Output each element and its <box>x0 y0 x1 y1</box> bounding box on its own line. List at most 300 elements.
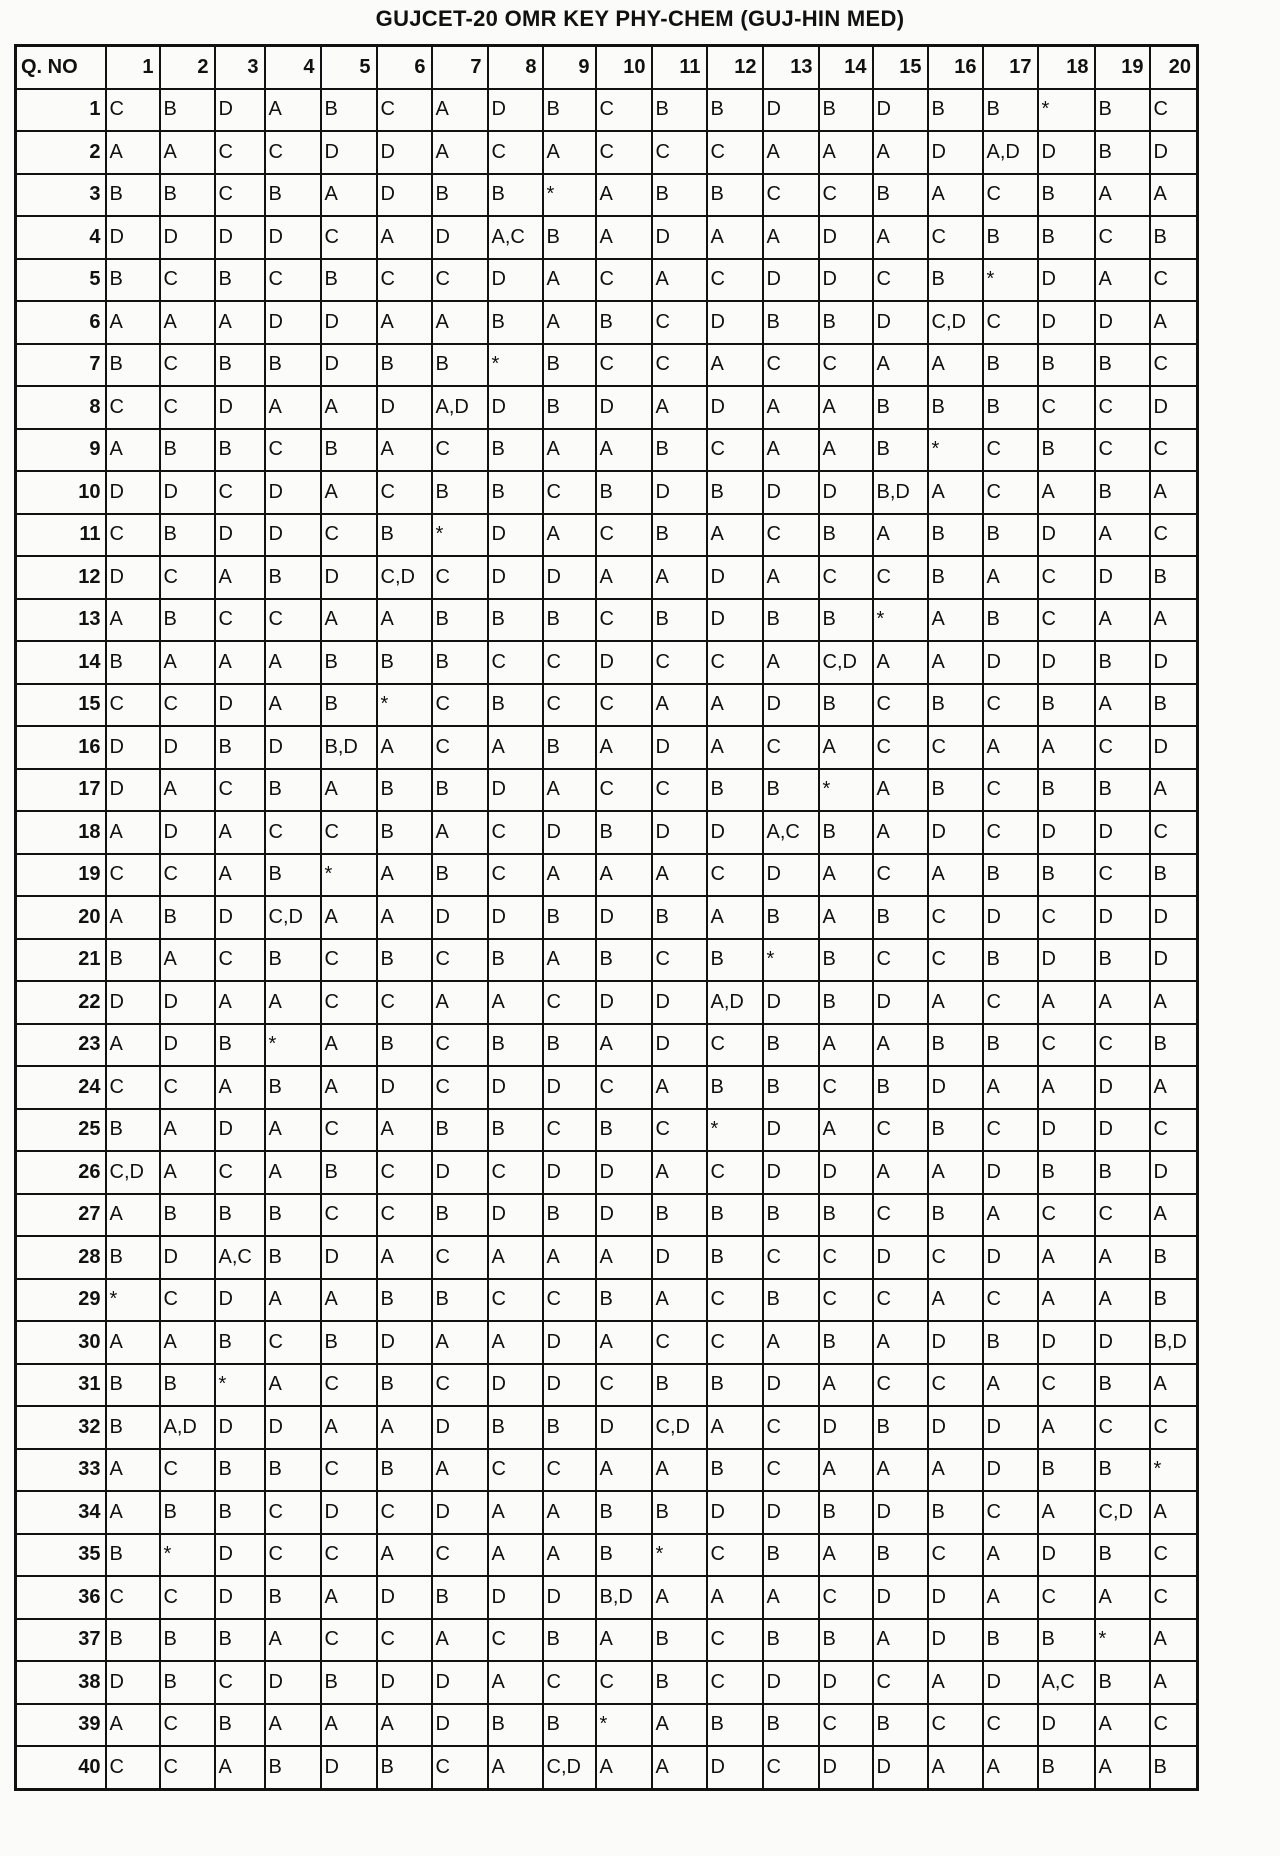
answer-cell: B <box>819 981 873 1024</box>
answer-cell: A <box>160 1109 215 1152</box>
answer-cell: D <box>763 89 819 132</box>
answer-cell: A <box>928 344 983 387</box>
answer-cell: B <box>1150 1746 1198 1789</box>
answer-cell: C <box>983 684 1038 727</box>
answer-cell: A <box>983 1364 1038 1407</box>
answer-cell: B <box>432 1109 488 1152</box>
answer-cell: D <box>873 89 928 132</box>
answer-cell: C <box>160 1449 215 1492</box>
answer-cell: D <box>432 1491 488 1534</box>
answer-cell: D <box>543 1321 596 1364</box>
question-number: 31 <box>16 1364 106 1407</box>
answer-cell: A <box>321 1279 377 1322</box>
answer-cell: B <box>819 1321 873 1364</box>
answer-cell: B <box>763 1066 819 1109</box>
answer-cell: D <box>763 1491 819 1534</box>
answer-cell: C <box>377 1491 432 1534</box>
answer-cell: C <box>1038 1576 1095 1619</box>
answer-cell: A,C <box>215 1236 265 1279</box>
answer-cell: D <box>819 259 873 302</box>
answer-cell: B <box>707 174 763 217</box>
answer-cell: C <box>707 131 763 174</box>
answer-cell: A <box>707 896 763 939</box>
answer-cell: A <box>596 174 652 217</box>
table-row <box>16 471 1198 514</box>
answer-cell: A <box>432 301 488 344</box>
answer-cell: B <box>928 1491 983 1534</box>
answer-cell: D <box>707 1746 763 1789</box>
answer-cell: B <box>707 1066 763 1109</box>
answer-cell: D <box>1150 1151 1198 1194</box>
answer-cell: D <box>1038 1321 1095 1364</box>
question-number: 17 <box>16 769 106 812</box>
answer-cell: D <box>1038 1534 1095 1577</box>
answer-cell: C <box>432 684 488 727</box>
answer-cell: A <box>1095 514 1150 557</box>
answer-cell: B <box>377 514 432 557</box>
answer-cell: C <box>321 939 377 982</box>
answer-cell: B <box>707 1704 763 1747</box>
answer-cell: C <box>543 981 596 1024</box>
set-header-4: 4 <box>265 46 321 89</box>
answer-cell: D <box>596 896 652 939</box>
answer-cell: D <box>321 1491 377 1534</box>
answer-cell: B <box>1038 684 1095 727</box>
answer-cell: C <box>432 726 488 769</box>
answer-cell: D <box>983 896 1038 939</box>
answer-cell: A <box>543 429 596 472</box>
question-number: 29 <box>16 1279 106 1322</box>
answer-cell: C <box>1150 429 1198 472</box>
answer-cell: B <box>377 769 432 812</box>
answer-cell: B <box>488 1024 543 1067</box>
answer-cell: B <box>377 344 432 387</box>
answer-cell: D <box>1038 1704 1095 1747</box>
answer-cell: C <box>928 216 983 259</box>
answer-cell: B <box>1095 344 1150 387</box>
answer-cell: D <box>106 726 160 769</box>
question-number: 13 <box>16 599 106 642</box>
answer-cell: A <box>873 1619 928 1662</box>
answer-cell: A <box>596 1449 652 1492</box>
answer-cell: A <box>106 301 160 344</box>
answer-cell: A <box>432 131 488 174</box>
answer-cell: A <box>321 599 377 642</box>
answer-cell: A <box>819 854 873 897</box>
set-header-6: 6 <box>377 46 432 89</box>
answer-cell: A <box>543 939 596 982</box>
answer-cell: A <box>215 981 265 1024</box>
answer-cell: B <box>106 1619 160 1662</box>
answer-cell: A <box>596 556 652 599</box>
answer-cell: C <box>1095 854 1150 897</box>
question-number: 1 <box>16 89 106 132</box>
answer-cell: B <box>819 1194 873 1237</box>
answer-cell: A <box>321 1024 377 1067</box>
answer-cell: D <box>543 556 596 599</box>
answer-cell: A <box>596 854 652 897</box>
answer-cell: A <box>928 471 983 514</box>
answer-cell: A <box>652 1704 707 1747</box>
answer-cell: B <box>543 386 596 429</box>
answer-cell: B <box>321 89 377 132</box>
answer-cell: B <box>1095 1661 1150 1704</box>
table-row <box>16 769 1198 812</box>
set-header-16: 16 <box>928 46 983 89</box>
answer-cell: A <box>265 981 321 1024</box>
answer-cell: C <box>488 641 543 684</box>
answer-cell: D <box>873 1576 928 1619</box>
answer-cell: D <box>377 131 432 174</box>
answer-cell: C <box>321 981 377 1024</box>
answer-cell: A <box>1038 1279 1095 1322</box>
answer-cell: B,D <box>596 1576 652 1619</box>
answer-cell: A <box>215 854 265 897</box>
answer-cell: A <box>873 769 928 812</box>
answer-cell: D <box>652 811 707 854</box>
answer-cell: D <box>819 1746 873 1789</box>
table-row <box>16 1066 1198 1109</box>
answer-cell: A <box>983 1746 1038 1789</box>
answer-cell: C <box>1150 811 1198 854</box>
answer-cell: A <box>1038 471 1095 514</box>
question-number: 12 <box>16 556 106 599</box>
answer-cell: B <box>873 174 928 217</box>
answer-cell: D <box>543 1066 596 1109</box>
answer-cell: B <box>377 1024 432 1067</box>
answer-cell: C <box>543 684 596 727</box>
answer-cell: B <box>321 1661 377 1704</box>
question-number: 3 <box>16 174 106 217</box>
answer-cell: D <box>160 1024 215 1067</box>
answer-cell: D <box>1150 726 1198 769</box>
answer-cell: C <box>543 471 596 514</box>
table-row <box>16 429 1198 472</box>
answer-cell: C <box>321 1194 377 1237</box>
answer-cell: B <box>763 599 819 642</box>
answer-cell: C <box>1038 599 1095 642</box>
answer-cell: D <box>763 259 819 302</box>
answer-cell: C <box>1095 386 1150 429</box>
answer-cell: B <box>928 1194 983 1237</box>
answer-cell: D <box>432 216 488 259</box>
answer-cell: D <box>488 556 543 599</box>
answer-cell: B <box>160 1364 215 1407</box>
table-row <box>16 1491 1198 1534</box>
answer-cell: B <box>652 896 707 939</box>
set-header-15: 15 <box>873 46 928 89</box>
answer-cell: B <box>763 1024 819 1067</box>
answer-cell: B <box>543 1024 596 1067</box>
answer-cell: B <box>543 344 596 387</box>
answer-cell: D <box>596 981 652 1024</box>
answer-cell: D <box>215 1406 265 1449</box>
answer-cell: A <box>488 981 543 1024</box>
answer-cell: B <box>265 344 321 387</box>
answer-cell: D <box>106 981 160 1024</box>
set-header-8: 8 <box>488 46 543 89</box>
answer-cell: A <box>873 1449 928 1492</box>
answer-cell: C <box>1038 896 1095 939</box>
answer-cell: C <box>819 174 873 217</box>
answer-cell: D <box>215 896 265 939</box>
answer-cell: A <box>377 1109 432 1152</box>
answer-cell: A <box>652 1449 707 1492</box>
answer-cell: A <box>106 131 160 174</box>
answer-cell: C <box>819 556 873 599</box>
answer-cell: A <box>928 981 983 1024</box>
answer-cell: A <box>1095 1746 1150 1789</box>
answer-cell: B <box>488 939 543 982</box>
answer-cell: B <box>652 1661 707 1704</box>
question-number: 27 <box>16 1194 106 1237</box>
answer-cell: A,D <box>707 981 763 1024</box>
answer-cell: A <box>432 811 488 854</box>
answer-cell: A <box>377 896 432 939</box>
answer-cell: A <box>1038 726 1095 769</box>
answer-cell: A <box>106 896 160 939</box>
answer-cell: D <box>983 641 1038 684</box>
answer-cell: B <box>265 769 321 812</box>
set-header-2: 2 <box>160 46 215 89</box>
answer-cell: A <box>1038 981 1095 1024</box>
answer-cell: C,D <box>1095 1491 1150 1534</box>
answer-cell: B <box>215 1024 265 1067</box>
answer-cell: A <box>377 216 432 259</box>
answer-cell: C <box>596 1066 652 1109</box>
answer-cell: A <box>265 1619 321 1662</box>
answer-cell: C <box>983 1109 1038 1152</box>
answer-cell: A <box>928 174 983 217</box>
answer-cell: B <box>1150 684 1198 727</box>
answer-cell: A,C <box>1038 1661 1095 1704</box>
answer-cell: C <box>707 1279 763 1322</box>
answer-cell: A <box>1150 471 1198 514</box>
answer-cell: B <box>321 641 377 684</box>
answer-cell: C,D <box>819 641 873 684</box>
answer-cell: A <box>215 556 265 599</box>
answer-cell: A <box>377 1406 432 1449</box>
table-row <box>16 344 1198 387</box>
answer-cell: D <box>106 556 160 599</box>
set-header-5: 5 <box>321 46 377 89</box>
answer-cell: B <box>377 1279 432 1322</box>
answer-cell: A <box>543 1236 596 1279</box>
answer-cell: A <box>707 514 763 557</box>
answer-cell: A <box>1038 1406 1095 1449</box>
answer-cell: A <box>873 641 928 684</box>
table-row <box>16 1236 1198 1279</box>
answer-cell: A <box>873 1321 928 1364</box>
answer-cell: B <box>983 1619 1038 1662</box>
answer-cell: C <box>983 471 1038 514</box>
answer-cell: A <box>106 1321 160 1364</box>
answer-cell: B <box>432 174 488 217</box>
answer-cell: A <box>321 386 377 429</box>
question-number: 25 <box>16 1109 106 1152</box>
answer-cell: D <box>265 301 321 344</box>
answer-cell: D <box>488 1194 543 1237</box>
answer-cell: B <box>873 1704 928 1747</box>
answer-cell: A <box>1038 1066 1095 1109</box>
answer-cell: D <box>819 216 873 259</box>
answer-cell: C <box>873 556 928 599</box>
answer-cell: C <box>983 1491 1038 1534</box>
answer-cell: A <box>106 811 160 854</box>
answer-cell: C <box>321 216 377 259</box>
answer-cell: C <box>763 344 819 387</box>
answer-cell: B <box>1038 216 1095 259</box>
answer-cell: D <box>707 599 763 642</box>
answer-cell: B <box>106 939 160 982</box>
answer-cell: A <box>596 216 652 259</box>
answer-cell: B <box>215 1449 265 1492</box>
answer-cell: * <box>1150 1449 1198 1492</box>
answer-cell: C <box>106 1576 160 1619</box>
answer-cell: B <box>160 429 215 472</box>
answer-cell: A <box>596 1321 652 1364</box>
answer-cell: B <box>707 939 763 982</box>
answer-cell: D <box>707 556 763 599</box>
answer-cell: A <box>265 1279 321 1322</box>
answer-cell: C <box>652 641 707 684</box>
answer-cell: B <box>928 386 983 429</box>
answer-cell: B <box>983 216 1038 259</box>
table-row <box>16 1576 1198 1619</box>
answer-cell: D <box>215 1534 265 1577</box>
answer-cell: B <box>160 896 215 939</box>
answer-cell: A <box>265 1704 321 1747</box>
answer-cell: B <box>983 344 1038 387</box>
answer-cell: A <box>763 641 819 684</box>
question-number: 6 <box>16 301 106 344</box>
answer-cell: * <box>652 1534 707 1577</box>
answer-cell: B <box>928 1109 983 1152</box>
answer-cell: A <box>983 726 1038 769</box>
answer-cell: A <box>873 1151 928 1194</box>
answer-cell: B <box>983 1024 1038 1067</box>
answer-cell: C <box>1150 1406 1198 1449</box>
table-row <box>16 131 1198 174</box>
answer-cell: B <box>1095 471 1150 514</box>
answer-cell: * <box>377 684 432 727</box>
answer-cell: C <box>265 811 321 854</box>
answer-cell: B <box>763 1194 819 1237</box>
answer-cell: C <box>160 386 215 429</box>
answer-cell: D <box>377 1321 432 1364</box>
answer-cell: D <box>763 684 819 727</box>
answer-cell: B <box>652 174 707 217</box>
answer-cell: * <box>265 1024 321 1067</box>
answer-cell: B <box>1095 641 1150 684</box>
answer-cell: C <box>707 1024 763 1067</box>
answer-cell: A <box>652 1279 707 1322</box>
answer-cell: D <box>106 471 160 514</box>
answer-cell: A <box>1150 1661 1198 1704</box>
question-number: 23 <box>16 1024 106 1067</box>
answer-cell: D <box>1150 386 1198 429</box>
answer-cell: D <box>652 471 707 514</box>
answer-cell: C <box>1150 344 1198 387</box>
answer-cell: A <box>106 1024 160 1067</box>
answer-cell: C <box>215 1661 265 1704</box>
answer-cell: B <box>707 1236 763 1279</box>
answer-cell: B <box>596 301 652 344</box>
answer-cell: B <box>1095 769 1150 812</box>
answer-cell: B <box>873 1406 928 1449</box>
answer-cell: D <box>596 1194 652 1237</box>
answer-cell: B <box>543 1704 596 1747</box>
answer-cell: A <box>707 216 763 259</box>
answer-cell: C <box>321 1534 377 1577</box>
answer-cell: B <box>160 1619 215 1662</box>
answer-cell: B <box>652 89 707 132</box>
answer-cell: D <box>321 1236 377 1279</box>
answer-cell: B <box>377 641 432 684</box>
answer-cell: D <box>160 216 215 259</box>
answer-cell: B <box>1095 1364 1150 1407</box>
answer-cell: C,D <box>928 301 983 344</box>
answer-cell: * <box>928 429 983 472</box>
answer-cell: C <box>763 1406 819 1449</box>
answer-cell: A <box>543 854 596 897</box>
answer-cell: B <box>763 1279 819 1322</box>
answer-cell: C <box>983 1704 1038 1747</box>
answer-cell: A <box>763 1576 819 1619</box>
answer-cell: C <box>321 1449 377 1492</box>
answer-cell: B <box>488 1109 543 1152</box>
answer-cell: A <box>1150 1364 1198 1407</box>
question-number: 40 <box>16 1746 106 1789</box>
answer-cell: C <box>1150 89 1198 132</box>
question-number: 22 <box>16 981 106 1024</box>
answer-cell: D <box>873 1236 928 1279</box>
answer-key-table <box>14 44 1199 1791</box>
answer-cell: B <box>215 429 265 472</box>
answer-cell: D <box>488 896 543 939</box>
answer-cell: A,D <box>432 386 488 429</box>
answer-cell: C <box>160 1746 215 1789</box>
answer-cell: B <box>106 1109 160 1152</box>
answer-cell: C <box>215 471 265 514</box>
answer-cell: A <box>652 684 707 727</box>
answer-cell: A <box>543 1491 596 1534</box>
answer-cell: D <box>1150 939 1198 982</box>
answer-cell: D <box>321 556 377 599</box>
question-number: 21 <box>16 939 106 982</box>
answer-cell: * <box>432 514 488 557</box>
answer-cell: C <box>215 939 265 982</box>
answer-cell: A <box>652 1066 707 1109</box>
answer-cell: B <box>596 1491 652 1534</box>
answer-cell: C <box>652 344 707 387</box>
answer-cell: A <box>983 1066 1038 1109</box>
answer-cell: A <box>321 1576 377 1619</box>
answer-cell: A <box>543 301 596 344</box>
answer-cell: C <box>873 1661 928 1704</box>
answer-cell: C <box>873 1194 928 1237</box>
answer-cell: A <box>928 641 983 684</box>
answer-cell: A <box>873 131 928 174</box>
table-row <box>16 1661 1198 1704</box>
answer-cell: B <box>1150 1279 1198 1322</box>
table-row <box>16 684 1198 727</box>
answer-cell: C <box>873 684 928 727</box>
answer-cell: A <box>1095 1236 1150 1279</box>
answer-cell: B <box>215 726 265 769</box>
answer-cell: B <box>1150 1236 1198 1279</box>
answer-cell: A <box>265 1151 321 1194</box>
